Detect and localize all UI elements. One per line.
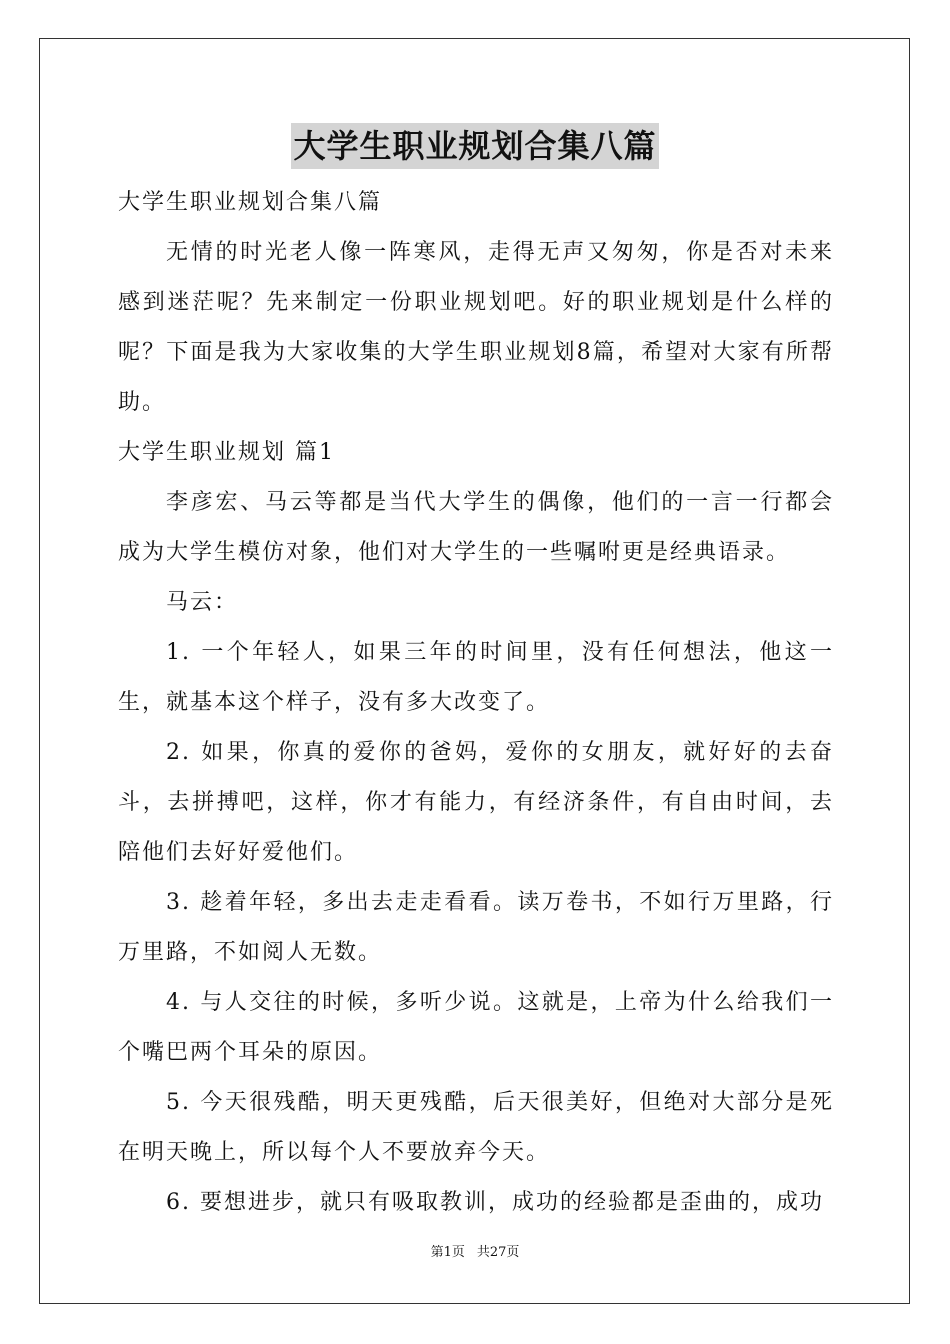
document-title: 大学生职业规划合集八篇 <box>291 123 658 169</box>
list-item: 1. 一个年轻人，如果三年的时间里，没有任何想法，他这一生，就基本这个样子，没有多大改变了。 <box>118 640 834 715</box>
document-subtitle: 大学生职业规划合集八篇 <box>118 190 383 215</box>
title-block <box>0 123 950 169</box>
list-item: 2. 如果，你真的爱你的爸妈，爱你的女朋友，就好好的去奋斗，去拼搏吧，这样，你才有能力，有经济条件，有自由时间，去陪他们去好好爱他们。 <box>118 740 834 865</box>
section-intro-paragraph: 李彦宏、马云等都是当代大学生的偶像，他们的一言一行都会成为大学生模仿对象，他们对大学生的一些嘱咐更是经典语录。 <box>118 490 834 565</box>
intro-paragraph: 无情的时光老人像一阵寒风，走得无声又匆匆，你是否对未来感到迷茫呢？先来制定一份职业规划吧。好的职业规划是什么样的呢？下面是我为大家收集的大学生职业规划8篇，希望对大家有所帮助。 <box>118 240 834 415</box>
speaker-label: 马云： <box>166 590 239 615</box>
section-heading: 大学生职业规划 篇1 <box>118 440 335 465</box>
list-item: 3. 趁着年轻，多出去走走看看。读万卷书，不如行万里路，行万里路，不如阅人无数。 <box>118 890 834 965</box>
page-footer <box>0 1244 950 1262</box>
document-body <box>118 178 834 1228</box>
list-item: 4. 与人交往的时候，多听少说。这就是，上帝为什么给我们一个嘴巴两个耳朵的原因。 <box>118 990 834 1065</box>
page-total: 共27页 <box>476 1245 520 1260</box>
page-number: 第1页 <box>430 1245 465 1260</box>
list-item: 5. 今天很残酷，明天更残酷，后天很美好，但绝对大部分是死在明天晚上，所以每个人不要放弃今天。 <box>118 1090 834 1165</box>
list-item: 6. 要想进步，就只有吸取教训，成功的经验都是歪曲的，成功 <box>166 1190 824 1215</box>
